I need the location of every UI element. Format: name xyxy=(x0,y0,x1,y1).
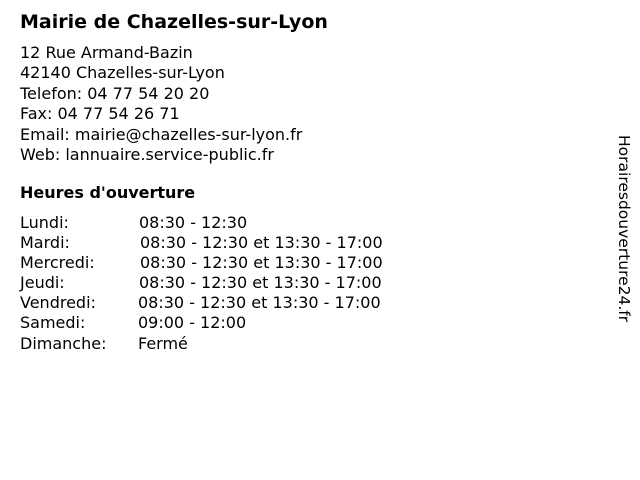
day-label: Mercredi: xyxy=(20,253,95,273)
day-hours: 08:30 - 12:30 et 13:30 - 17:00 xyxy=(140,253,383,273)
day-hours: 08:30 - 12:30 et 13:30 - 17:00 xyxy=(140,233,383,253)
day-hours: Fermé xyxy=(138,333,188,353)
contact-info xyxy=(20,43,302,165)
day-label: Dimanche: xyxy=(20,333,107,353)
email-address: Email: mairie@chazelles-sur-lyon.fr xyxy=(20,124,303,144)
day-hours: 08:30 - 12:30 et 13:30 - 17:00 xyxy=(138,293,381,313)
website: Web: lannuaire.service-public.fr xyxy=(20,144,274,164)
day-label: Mardi: xyxy=(20,233,70,253)
watermark-text: Horairesdouverture24.fr xyxy=(615,135,633,323)
watermark xyxy=(611,135,639,375)
page-title: Mairie de Chazelles-sur-Lyon xyxy=(20,11,328,33)
phone-number: Telefon: 04 77 54 20 20 xyxy=(20,83,210,103)
day-label: Jeudi: xyxy=(20,273,65,293)
day-hours: 08:30 - 12:30 xyxy=(139,213,248,232)
day-label: Samedi: xyxy=(20,313,86,333)
address-street: 12 Rue Armand-Bazin xyxy=(20,43,193,62)
day-label: Lundi: xyxy=(20,213,69,232)
day-hours: 08:30 - 12:30 et 13:30 - 17:00 xyxy=(139,273,382,293)
address-city: 42140 Chazelles-sur-Lyon xyxy=(20,63,225,83)
day-hours: 09:00 - 12:00 xyxy=(138,313,247,333)
day-label: Vendredi: xyxy=(20,293,96,313)
fax-number: Fax: 04 77 54 26 71 xyxy=(20,104,180,124)
opening-hours-heading: Heures d'ouverture xyxy=(20,183,196,202)
